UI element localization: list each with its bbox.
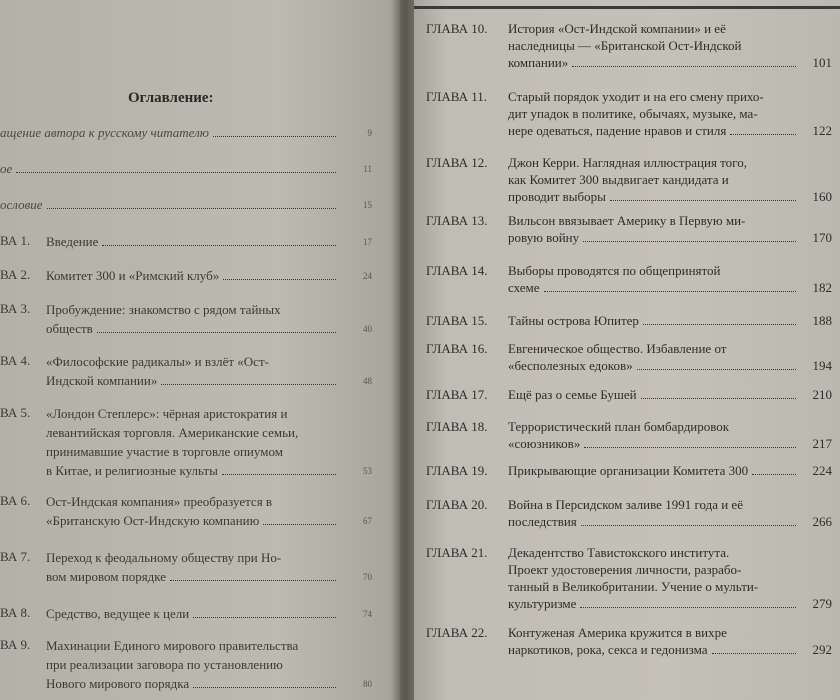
chapter-title xyxy=(46,266,340,285)
chapter-title xyxy=(508,262,800,296)
chapter-title xyxy=(46,492,340,530)
dot-leader xyxy=(583,230,796,242)
toc-entry xyxy=(0,492,372,530)
chapter-title xyxy=(0,124,340,142)
chapter-title xyxy=(46,548,340,586)
page-number: 9 xyxy=(367,128,372,138)
chapter-title xyxy=(508,88,800,139)
chapter-label: ГЛАВА 12. xyxy=(426,155,488,170)
chapter-title-line: танный в Великобритании. Учение о мульти- xyxy=(508,579,759,594)
toc-entry xyxy=(0,404,372,480)
dot-leader xyxy=(643,313,796,325)
dot-leader xyxy=(637,358,796,370)
toc-entry xyxy=(0,352,372,390)
chapter-title-line: Пробуждение: знакомство с рядом тайных xyxy=(46,302,281,317)
chapter-label: ВА 3. xyxy=(0,301,31,316)
chapter-title xyxy=(508,418,800,452)
chapter-title-line: наркотиков, рока, секса и гедонизма xyxy=(508,641,800,658)
toc-entry xyxy=(0,548,372,586)
chapter-title xyxy=(508,154,800,205)
chapter-label: ГЛАВА 18. xyxy=(426,419,488,434)
dot-leader xyxy=(47,197,336,209)
dot-leader xyxy=(641,387,796,399)
toc-entry xyxy=(426,418,832,452)
chapter-title xyxy=(46,300,340,338)
page-number: 292 xyxy=(812,642,832,657)
chapter-title-line: Ост-Индская компания» преобразуется в xyxy=(46,494,273,509)
chapter-title-line: Прикрывающие организации Комитета 300 xyxy=(508,462,800,479)
chapter-title-line: Нового мирового порядка xyxy=(46,674,340,693)
toc-entry xyxy=(426,386,832,403)
page-number: 15 xyxy=(363,200,372,210)
toc-heading: Оглавление: xyxy=(128,90,214,106)
toc-entry xyxy=(0,124,372,142)
chapter-title-line: в Китае, и религиозные культы xyxy=(46,461,340,480)
chapter-title-line: Вильсон ввязывает Америку в Первую ми- xyxy=(508,213,746,228)
chapter-title-line: при реализации заговора по установлению xyxy=(46,657,283,672)
chapter-label: ГЛАВА 20. xyxy=(426,497,488,512)
page-number: 53 xyxy=(363,466,372,476)
chapter-title-line: Введение xyxy=(46,232,340,251)
chapter-title-line: Ещё раз о семье Бушей xyxy=(508,386,800,403)
chapter-title-line: ровую войну xyxy=(508,229,800,246)
dot-leader xyxy=(581,514,796,526)
page-number: 210 xyxy=(812,387,832,402)
chapter-title-line: ое xyxy=(0,160,340,178)
chapter-title-line: Тайны острова Юпитер xyxy=(508,312,800,329)
chapter-title xyxy=(0,196,340,214)
toc-entry xyxy=(426,154,832,205)
chapter-title-line: вом мировом порядке xyxy=(46,567,340,586)
chapter-title-line: Выборы проводятся по общепринятой xyxy=(508,263,721,278)
chapter-title xyxy=(46,636,340,693)
page-number: 224 xyxy=(812,463,832,478)
chapter-title-line: схеме xyxy=(508,279,800,296)
chapter-title-line: Махинации Единого мирового правительства xyxy=(46,638,299,653)
chapter-title-line: Индской компании» xyxy=(46,371,340,390)
chapter-title-line: ословие xyxy=(0,196,340,214)
page-number: 67 xyxy=(363,516,372,526)
dot-leader xyxy=(193,676,336,688)
chapter-title xyxy=(508,624,800,658)
dot-leader xyxy=(223,268,336,280)
chapter-title xyxy=(508,212,800,246)
chapter-title-line: нере одеваться, падение нравов и стиля xyxy=(508,122,800,139)
chapter-label: ГЛАВА 17. xyxy=(426,387,488,402)
dot-leader xyxy=(712,642,796,654)
toc-entry xyxy=(426,624,832,658)
chapter-title xyxy=(508,462,800,479)
chapter-title-line: «бесполезных едоков» xyxy=(508,357,800,374)
page-number: 122 xyxy=(812,123,832,138)
chapter-title-line: ащение автора к русскому читателю xyxy=(0,124,340,142)
chapter-title-line: Евгеническое общество. Избавление от xyxy=(508,341,727,356)
page-number: 101 xyxy=(812,55,832,70)
chapter-label: ВА 7. xyxy=(0,549,31,564)
page-number: 80 xyxy=(363,679,372,689)
chapter-label: ВА 4. xyxy=(0,353,31,368)
left-page xyxy=(0,0,400,700)
chapter-title-line: принимавшие участие в торговле опиумом xyxy=(46,444,283,459)
chapter-title xyxy=(508,544,800,612)
chapter-label: ВА 9. xyxy=(0,637,31,652)
header-rule xyxy=(414,6,840,9)
dot-leader xyxy=(584,436,796,448)
chapter-title-line: Средство, ведущее к цели xyxy=(46,604,340,623)
chapter-label: ГЛАВА 19. xyxy=(426,463,488,478)
toc-entry xyxy=(0,300,372,338)
chapter-title-line: дит упадок в политике, обычаях, музыке, ма- xyxy=(508,106,758,121)
chapter-title-line: обществ xyxy=(46,319,340,338)
chapter-label: ГЛАВА 14. xyxy=(426,263,488,278)
dot-leader xyxy=(213,125,336,137)
toc-entry xyxy=(426,340,832,374)
chapter-title xyxy=(46,404,340,480)
page-number: 182 xyxy=(812,280,832,295)
chapter-title-line: последствия xyxy=(508,513,800,530)
chapter-title xyxy=(46,352,340,390)
chapter-label: ГЛАВА 21. xyxy=(426,545,488,560)
chapter-label: ВА 6. xyxy=(0,493,31,508)
page-number: 70 xyxy=(363,572,372,582)
chapter-title xyxy=(508,20,800,71)
dot-leader xyxy=(222,463,336,475)
chapter-title-line: Переход к феодальному обществу при Но- xyxy=(46,550,282,565)
chapter-label: ГЛАВА 10. xyxy=(426,21,488,36)
chapter-title-line: «Лондон Степлерс»: чёрная аристократия и xyxy=(46,406,288,421)
chapter-title-line: Террористический план бомбардировок xyxy=(508,419,730,434)
page-number: 24 xyxy=(363,271,372,281)
chapter-title-line: Джон Керри. Наглядная иллюстрация того, xyxy=(508,155,747,170)
page-number: 74 xyxy=(363,609,372,619)
toc-entry xyxy=(426,20,832,71)
chapter-title-line: Комитет 300 и «Римский клуб» xyxy=(46,266,340,285)
dot-leader xyxy=(544,280,796,292)
chapter-title xyxy=(0,160,340,178)
chapter-title-line: культуризме xyxy=(508,595,800,612)
dot-leader xyxy=(102,234,336,246)
chapter-title-line: Декадентство Тавистокского института. xyxy=(508,545,730,560)
dot-leader xyxy=(170,569,336,581)
toc-entry xyxy=(0,636,372,693)
toc-entry xyxy=(0,232,372,251)
chapter-title-line: Проект удостоверения личности, разрабо- xyxy=(508,562,742,577)
toc-entry xyxy=(426,496,832,530)
toc-entry xyxy=(426,312,832,329)
toc-entry xyxy=(0,604,372,623)
chapter-title xyxy=(508,496,800,530)
chapter-title-line: Старый порядок уходит и на его смену прихо- xyxy=(508,89,764,104)
chapter-label: ГЛАВА 11. xyxy=(426,89,488,104)
page-number: 160 xyxy=(812,189,832,204)
chapter-label: ГЛАВА 16. xyxy=(426,341,488,356)
chapter-label: ГЛАВА 22. xyxy=(426,625,488,640)
chapter-title-line: «союзников» xyxy=(508,435,800,452)
chapter-title-line: Контуженая Америка кружится в вихре xyxy=(508,625,727,640)
page-number: 279 xyxy=(812,596,832,611)
chapter-label: ГЛАВА 15. xyxy=(426,313,488,328)
chapter-title-line: наследницы — «Британской Ост-Индской xyxy=(508,38,742,53)
chapter-title-line: компании» xyxy=(508,54,800,71)
page-number: 11 xyxy=(363,164,372,174)
page-number: 217 xyxy=(812,436,832,451)
toc-entry xyxy=(426,462,832,479)
chapter-label: ВА 8. xyxy=(0,605,31,620)
page-number: 266 xyxy=(812,514,832,529)
toc-entry xyxy=(0,266,372,285)
dot-leader xyxy=(161,373,336,385)
dot-leader xyxy=(16,161,336,173)
page-number: 48 xyxy=(363,376,372,386)
chapter-label: ВА 2. xyxy=(0,267,31,282)
page-number: 188 xyxy=(812,313,832,328)
dot-leader xyxy=(263,513,336,525)
chapter-title-line: Война в Персидском заливе 1991 года и её xyxy=(508,497,743,512)
toc-entry xyxy=(0,196,372,214)
chapter-title-line: левантийская торговля. Американские семьи, xyxy=(46,425,299,440)
dot-leader xyxy=(97,321,336,333)
chapter-title xyxy=(508,386,800,403)
dot-leader xyxy=(193,606,336,618)
chapter-title-line: как Комитет 300 выдвигает кандидата и xyxy=(508,172,729,187)
chapter-title-line: История «Ост-Индской компании» и её xyxy=(508,21,726,36)
toc-entry xyxy=(426,262,832,296)
dot-leader xyxy=(752,463,796,475)
chapter-title xyxy=(508,340,800,374)
dot-leader xyxy=(730,123,796,135)
chapter-label: ГЛАВА 13. xyxy=(426,213,488,228)
dot-leader xyxy=(572,55,796,67)
dot-leader xyxy=(610,189,796,201)
toc-entry xyxy=(426,212,832,246)
chapter-title-line: «Философские радикалы» и взлёт «Ост- xyxy=(46,354,269,369)
dot-leader xyxy=(580,596,796,608)
chapter-label: ВА 5. xyxy=(0,405,31,420)
chapter-title xyxy=(46,604,340,623)
chapter-label: ВА 1. xyxy=(0,233,31,248)
toc-entry xyxy=(426,544,832,612)
page-number: 17 xyxy=(363,237,372,247)
right-page xyxy=(414,0,840,700)
chapter-title xyxy=(508,312,800,329)
toc-entry xyxy=(0,160,372,178)
page-number: 40 xyxy=(363,324,372,334)
chapter-title-line: «Британскую Ост-Индскую компанию xyxy=(46,511,340,530)
chapter-title xyxy=(46,232,340,251)
toc-entry xyxy=(426,88,832,139)
page-number: 170 xyxy=(812,230,832,245)
chapter-title-line: проводит выборы xyxy=(508,188,800,205)
page-number: 194 xyxy=(812,358,832,373)
